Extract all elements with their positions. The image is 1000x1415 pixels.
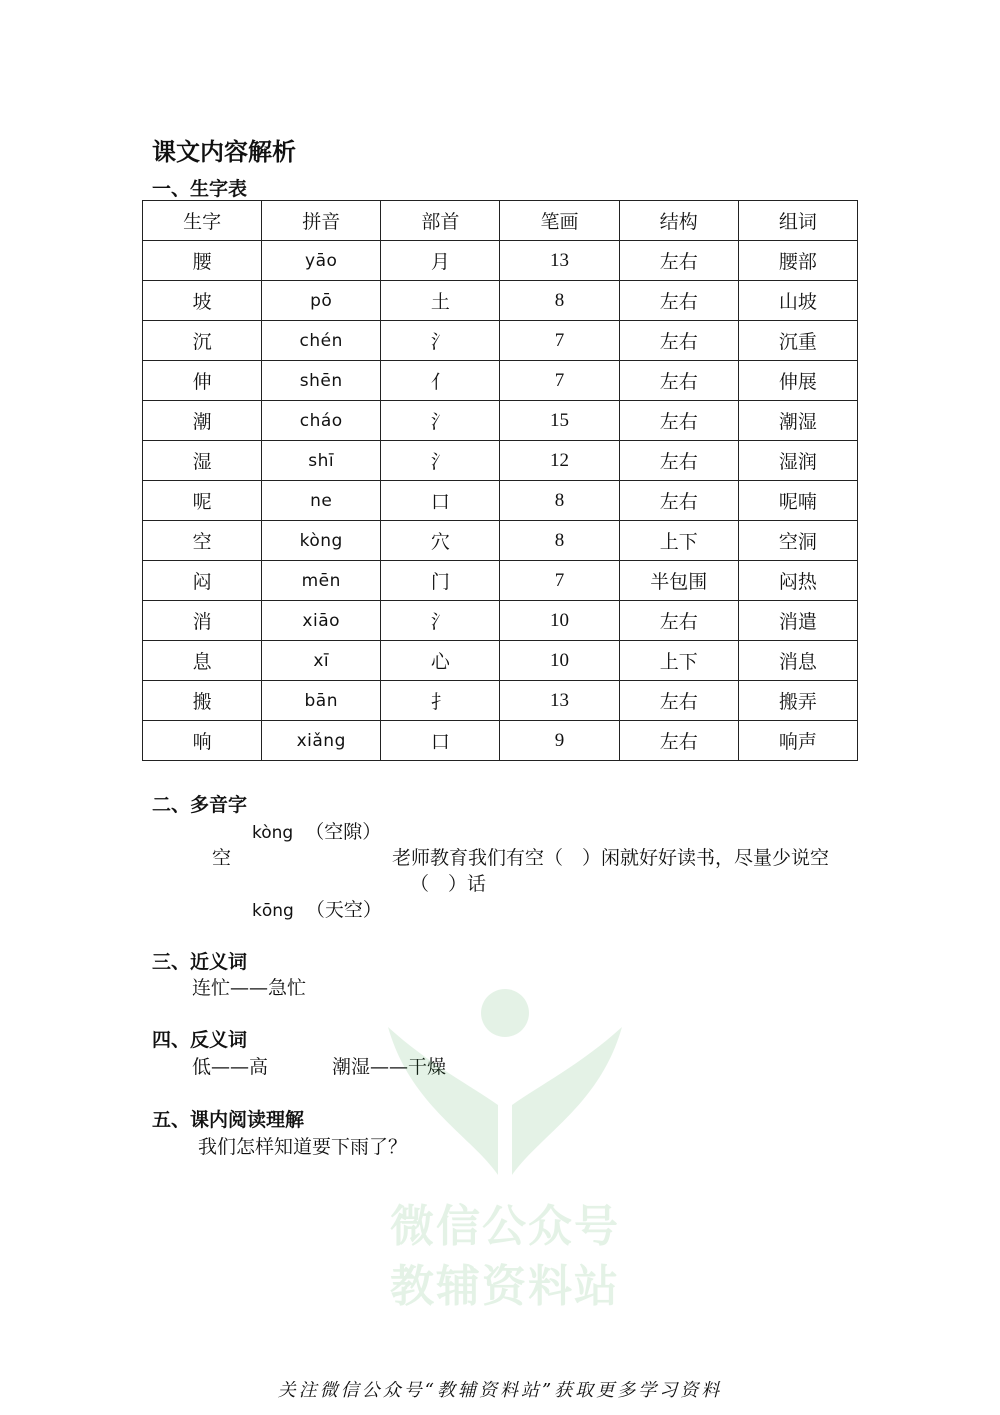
char-table [142,200,858,761]
structure-cell: 左右 [619,361,738,401]
polyphone-sentence-line1: 老师教育我们有空（ ）闲就好好读书，尽量少说空 [392,847,830,869]
structure-cell: 左右 [619,241,738,281]
table-row [143,561,858,601]
antonym-pair-2: 潮湿——干燥 [332,1056,447,1078]
section-heading-antonyms: 四、反义词 [152,1029,248,1051]
table-row [143,641,858,681]
table-row [143,361,858,401]
char-cell: 腰 [143,241,262,281]
stroke-count-cell: 10 [500,641,619,681]
polyphone-pinyin-2: kōng [252,901,294,921]
radical-cell: 扌 [381,681,500,721]
char-cell: 潮 [143,401,262,441]
char-cell: 搬 [143,681,262,721]
pinyin-cell: pō [262,281,381,321]
section-heading-polyphone: 二、多音字 [152,794,248,816]
stroke-count-cell: 8 [500,281,619,321]
watermark [370,985,640,1312]
pinyin-cell: xiǎng [262,721,381,761]
section-heading-char-table: 一、生字表 [152,178,248,200]
radical-cell: 土 [381,281,500,321]
table-row [143,481,858,521]
word-cell: 湿润 [738,441,857,481]
radical-cell: 门 [381,561,500,601]
radical-cell: 氵 [381,321,500,361]
table-row [143,681,858,721]
radical-cell: 月 [381,241,500,281]
stroke-count-cell: 7 [500,361,619,401]
structure-cell: 左右 [619,481,738,521]
radical-cell: 氵 [381,441,500,481]
footer-note: 关注微信公众号“教辅资料站”获取更多学习资料 [277,1380,723,1401]
section-heading-reading: 五、课内阅读理解 [152,1109,305,1131]
table-row [143,521,858,561]
char-cell: 空 [143,521,262,561]
word-cell: 沉重 [738,321,857,361]
structure-cell: 左右 [619,441,738,481]
word-cell: 山坡 [738,281,857,321]
structure-cell: 上下 [619,521,738,561]
table-body [143,241,858,761]
antonym-pair-1: 低——高 [192,1056,269,1078]
pinyin-cell: yāo [262,241,381,281]
pinyin-cell: mēn [262,561,381,601]
char-cell: 伸 [143,361,262,401]
radical-cell: 口 [381,481,500,521]
pinyin-cell: bān [262,681,381,721]
column-header: 结构 [619,201,738,241]
reading-question: 我们怎样知道要下雨了？ [198,1136,408,1158]
stroke-count-cell: 10 [500,601,619,641]
section-heading-synonyms: 三、近义词 [152,951,248,973]
polyphone-word-2: （天空） [305,899,382,921]
watermark-logo-icon [370,985,640,1185]
synonym-pair: 连忙——急忙 [192,977,307,999]
char-cell: 闷 [143,561,262,601]
pinyin-cell: ne [262,481,381,521]
word-cell: 消息 [738,641,857,681]
radical-cell: 氵 [381,601,500,641]
structure-cell: 左右 [619,601,738,641]
pinyin-cell: xiāo [262,601,381,641]
table-row [143,241,858,281]
table-row [143,721,858,761]
polyphone-reading-2 [252,895,382,922]
polyphone-sentence-line2: （ ）话 [410,873,487,895]
table-row [143,601,858,641]
pinyin-cell: xī [262,641,381,681]
word-cell: 呢喃 [738,481,857,521]
table-row [143,401,858,441]
char-cell: 消 [143,601,262,641]
radical-cell: 穴 [381,521,500,561]
word-cell: 空洞 [738,521,857,561]
word-cell: 消遣 [738,601,857,641]
structure-cell: 左右 [619,401,738,441]
column-header: 拼音 [262,201,381,241]
stroke-count-cell: 12 [500,441,619,481]
watermark-line1: 微信公众号 [390,1201,620,1252]
word-cell: 响声 [738,721,857,761]
pinyin-cell: cháo [262,401,381,441]
structure-cell: 上下 [619,641,738,681]
char-cell: 湿 [143,441,262,481]
radical-cell: 氵 [381,401,500,441]
pinyin-cell: shēn [262,361,381,401]
char-cell: 坡 [143,281,262,321]
structure-cell: 左右 [619,721,738,761]
table-header-row [143,201,858,241]
stroke-count-cell: 8 [500,521,619,561]
radical-cell: 口 [381,721,500,761]
char-cell: 息 [143,641,262,681]
structure-cell: 半包围 [619,561,738,601]
word-cell: 闷热 [738,561,857,601]
stroke-count-cell: 9 [500,721,619,761]
stroke-count-cell: 7 [500,321,619,361]
pinyin-cell: chén [262,321,381,361]
stroke-count-cell: 15 [500,401,619,441]
word-cell: 潮湿 [738,401,857,441]
column-header: 部首 [381,201,500,241]
stroke-count-cell: 13 [500,241,619,281]
word-cell: 伸展 [738,361,857,401]
polyphone-reading-1 [252,817,381,844]
pinyin-cell: kòng [262,521,381,561]
polyphone-char: 空 [212,847,232,869]
table-row [143,321,858,361]
column-header: 组词 [738,201,857,241]
watermark-line2: 教辅资料站 [390,1261,620,1312]
stroke-count-cell: 7 [500,561,619,601]
radical-cell: 心 [381,641,500,681]
char-cell: 响 [143,721,262,761]
polyphone-pinyin-1: kòng [252,823,294,843]
char-cell: 沉 [143,321,262,361]
structure-cell: 左右 [619,321,738,361]
char-cell: 呢 [143,481,262,521]
pinyin-cell: shī [262,441,381,481]
word-cell: 腰部 [738,241,857,281]
table-row [143,281,858,321]
column-header: 笔画 [500,201,619,241]
page-title: 课文内容解析 [152,137,296,166]
column-header: 生字 [143,201,262,241]
structure-cell: 左右 [619,681,738,721]
word-cell: 搬弄 [738,681,857,721]
stroke-count-cell: 13 [500,681,619,721]
stroke-count-cell: 8 [500,481,619,521]
table-row [143,441,858,481]
radical-cell: 亻 [381,361,500,401]
polyphone-word-1: （空隙） [305,821,382,843]
structure-cell: 左右 [619,281,738,321]
